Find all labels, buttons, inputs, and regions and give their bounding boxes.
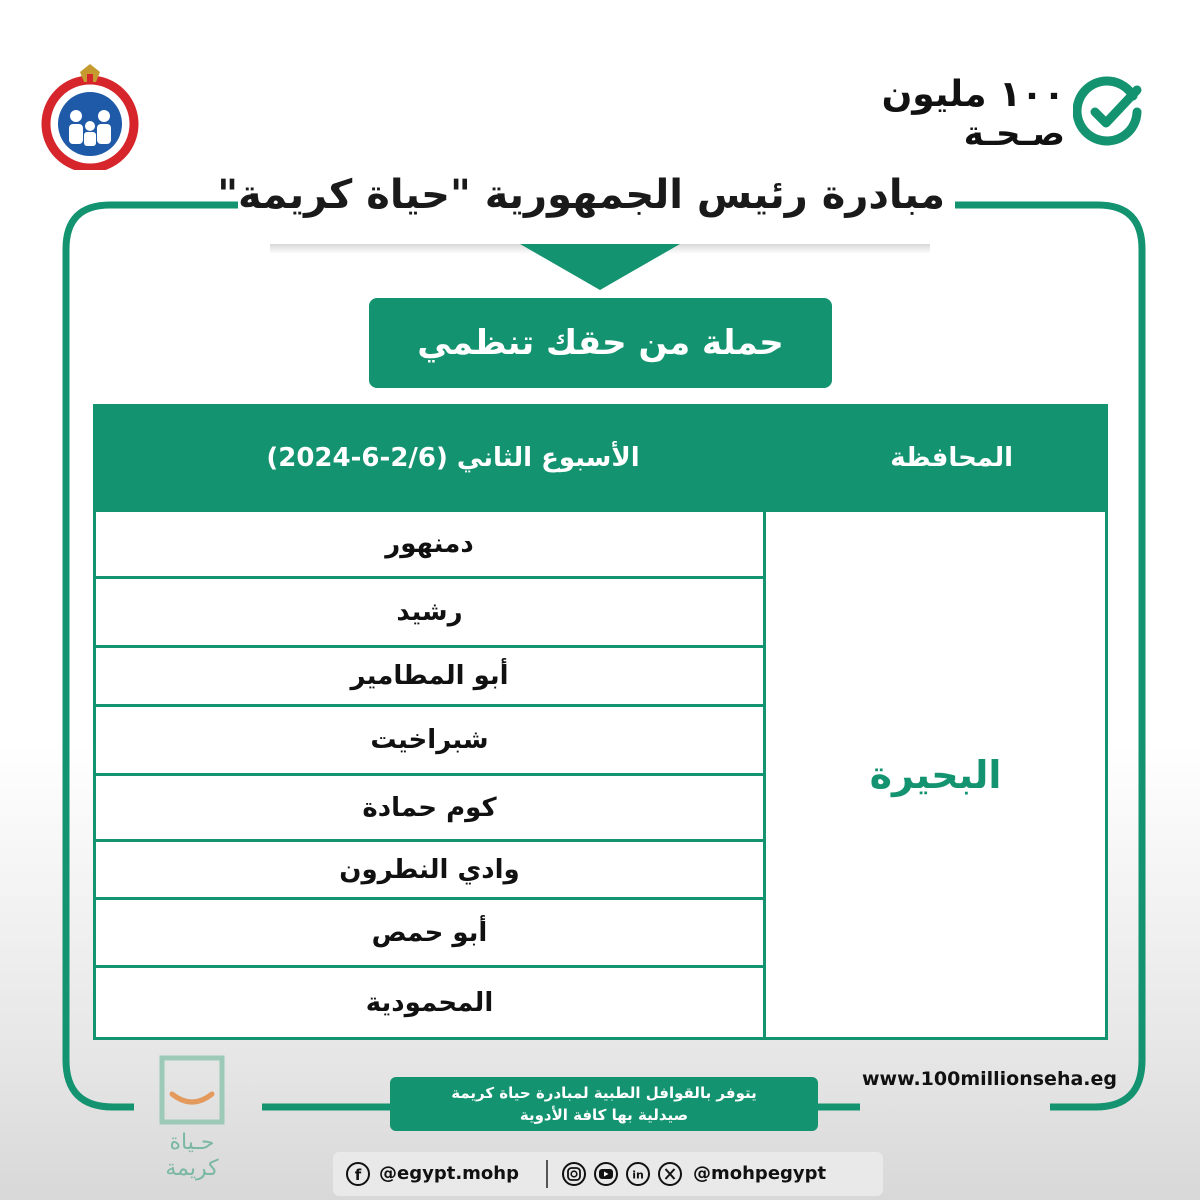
seha-logo-bottom-text: صـحـة — [963, 114, 1065, 154]
social-handle[interactable]: @mohpegypt — [693, 1163, 827, 1184]
facebook-icon[interactable] — [345, 1161, 371, 1187]
pharmacy-note — [390, 1077, 818, 1131]
website-link[interactable]: www.100millionseha.eg — [862, 1068, 1117, 1090]
location-list — [96, 512, 763, 1037]
hayah-karima-line1: حـياة — [169, 1130, 215, 1155]
table-row: كوم حمادة — [96, 776, 763, 842]
table-row: رشيد — [96, 579, 763, 648]
header-governorate: المحافظة — [890, 443, 1013, 473]
table-row: أبو المطامير — [96, 648, 763, 707]
note-line-1: يتوفر بالقوافل الطبية لمبادرة حياة كريمة — [451, 1084, 757, 1102]
svg-text:in: in — [632, 1168, 644, 1182]
header-week: الأسبوع الثاني (2/6-6-2024) — [266, 443, 640, 473]
table-row: وادي النطرون — [96, 842, 763, 900]
ministry-logo — [36, 60, 144, 170]
youtube-icon[interactable] — [593, 1161, 619, 1187]
table-row: شبراخيت — [96, 707, 763, 776]
table-row: دمنهور — [96, 512, 763, 579]
instagram-icon[interactable] — [561, 1161, 587, 1187]
table-header — [93, 404, 1108, 512]
smile-box-icon — [152, 1052, 232, 1132]
hayah-karima-logo — [152, 1052, 232, 1188]
schedule-table — [93, 404, 1108, 1040]
social-divider — [546, 1160, 548, 1188]
note-line-2: صيدلية بها كافة الأدوية — [519, 1106, 689, 1124]
seha-logo-top-text: ١٠٠ مليون — [881, 74, 1065, 115]
chevron-down-icon — [520, 244, 680, 290]
social-bar — [333, 1152, 883, 1196]
facebook-handle[interactable]: @egypt.mohp — [379, 1163, 519, 1184]
table-row: أبو حمص — [96, 900, 763, 968]
table-body — [93, 512, 1108, 1040]
campaign-banner: حملة من حقك تنظمي — [369, 298, 832, 388]
linkedin-icon[interactable] — [625, 1161, 651, 1187]
governorate-cell — [763, 512, 1105, 1037]
hayah-karima-line2: كريمة — [165, 1156, 219, 1181]
seha-logo — [881, 72, 1145, 154]
svg-text:f: f — [354, 1166, 362, 1184]
page-title: مبادرة رئيس الجمهورية "حياة كريمة" — [217, 172, 945, 218]
check-circle-icon — [1073, 76, 1145, 148]
table-row: المحمودية — [365, 987, 494, 1018]
governorate-name: البحيرة — [869, 752, 1002, 797]
x-icon[interactable] — [657, 1161, 683, 1187]
